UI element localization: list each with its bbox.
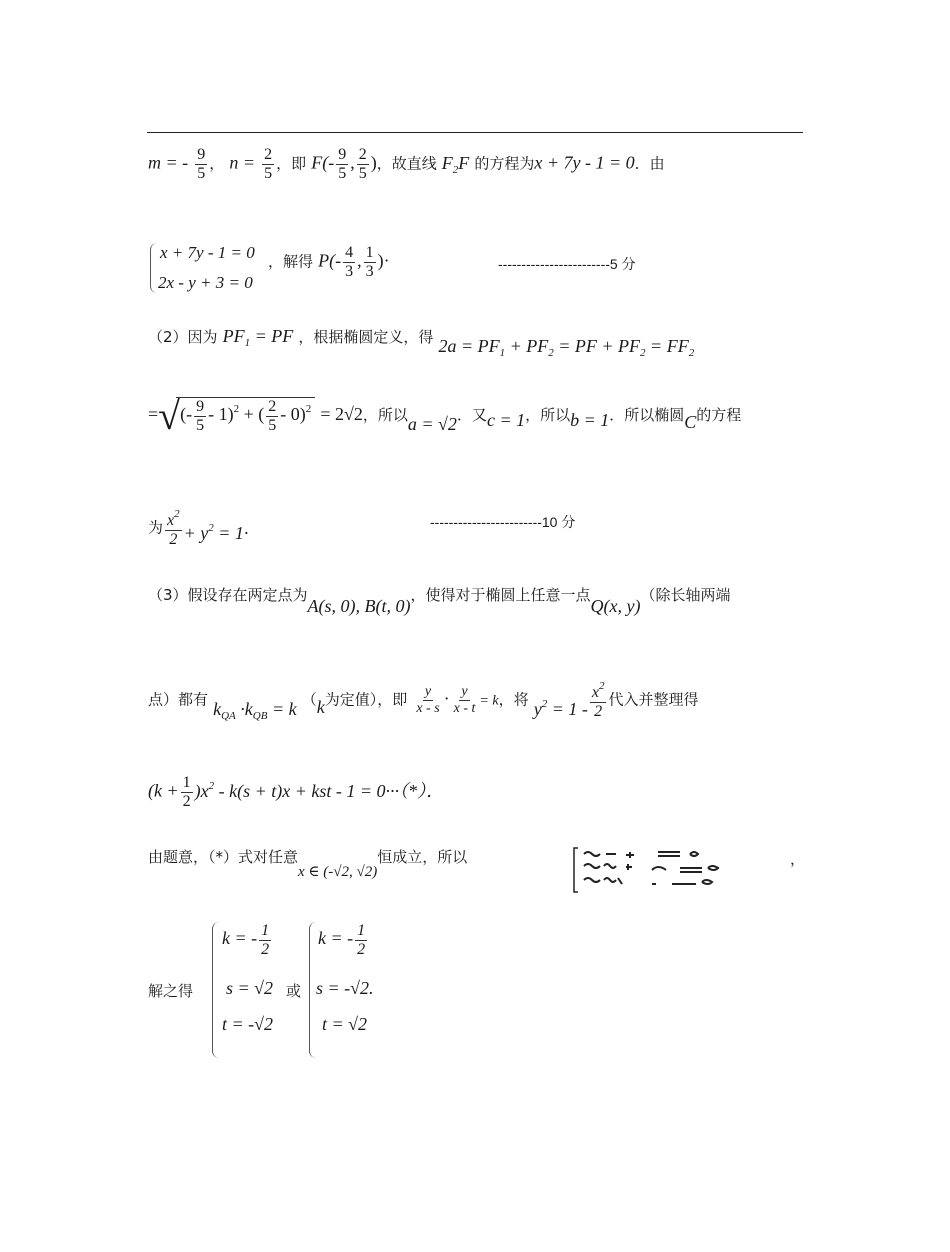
n-equation: n = [229,152,255,173]
point-Q: Q(x, y) [590,596,641,616]
fraction: $\frac{1}{2}$ [261,922,270,958]
sol1-s: s = √2 [226,978,274,998]
fraction: $\frac{y}{x - s}$ [416,684,440,716]
ellipse-equation: + $y^2 = 1\cdot$ [183,521,249,543]
fraction: $\frac{2}{5}$ [264,146,273,182]
line-F2F: $F_2F$ [441,152,470,176]
fraction: $\frac{1}{3}$ [365,244,374,280]
part-2-label: （2）因为 [148,328,218,346]
sqrt-radicand: (- $\frac{9}{5}$ - 1)$^2$ + ( $\frac{2}{5}$ - 0)$^2$ [176,397,315,434]
system-eq-2: 2x - y + 3 = 0 [158,273,253,292]
sol2-k: k = - $\frac{1}{2}$ [318,922,366,958]
fraction: $\frac{2}{5}$ [268,397,277,434]
garbled-system-image [572,846,782,894]
comma: ， [790,850,806,868]
sol2-s: s = -√2. [316,978,374,998]
a-value: a = √2 [407,414,457,434]
m-equation: m = - [148,152,189,173]
solution-brace-2 [309,922,316,1058]
solution-label: 解之得 [148,982,194,1000]
points-AB: A(s, 0), B(t, 0) [307,596,411,616]
slope-product: $k_{QA} \cdot k_{QB} = k$ [213,698,297,722]
fraction: $\frac{y}{x - t}$ [453,684,476,716]
quadratic-equation: )$x^2 - k(s + t)x$ + kst - 1 = 0···（*）． [194,779,445,801]
line-equation: x + 7y - 1 = 0 [534,152,635,173]
x-domain: x ∈ (-√2, √2) [298,864,378,880]
eq-2a: $2a = PF_1 + PF_2$ = PF + $PF_2 = FF_2$ [438,336,695,359]
sol1-k: k = - $\frac{1}{2}$ [222,922,270,958]
score-10: ------------------------10 分 [430,514,576,530]
or-text: 或 [286,982,302,1000]
fraction: $\frac{x^2}{2}$ [167,508,180,548]
line-6: （3）假设存在两定点为A(s, 0), B(t, 0)，使得对于椭圆上任意一点Q(x, y)（除长轴两端 [148,586,731,616]
sqrt-result: = 2√2 [320,404,363,424]
system-brace [150,243,157,293]
line-4: =√(- $\frac{9}{5}$ - 1)$^2$ + ( $\frac{2}{5}$ - 0)$^2$ = 2√2，所以a = √2．又c = 1，所以b = 1．所以椭圆C的方程 [148,393,742,438]
line-5: 为 $\frac{x^2}{2}$ + $y^2 = 1\cdot$ [148,508,249,548]
line-8: (k + $\frac{1}{2}$ )$x^2 - k(s + t)x$ + kst - 1 = 0···（*）． [148,774,445,810]
part-3-label: （3）假设存在两定点为 [148,586,308,604]
ellipse-C: C [684,412,697,432]
system-eq-1: x + 7y - 1 = 0 [160,243,255,262]
y-squared: $y^2 = 1$ - [533,697,588,719]
fraction: $\frac{1}{2}$ [182,774,191,810]
point-F: F(- [311,152,335,173]
fraction: $\frac{9}{5}$ [196,397,205,434]
line-3: （2）因为 $PF_1$ = PF ，根据椭圆定义，得 $2a = PF_1 + PF_2$ = PF + $PF_2 = FF_2$ [148,326,695,359]
line-2: ，解得 P(- $\frac{4}{3}$ , $\frac{1}{3}$ )· [268,244,390,280]
b-value: b = 1 [570,410,610,430]
sol1-t: t = -√2 [222,1014,274,1034]
fraction: $\frac{9}{5}$ [338,146,347,182]
score-5: ------------------------5 分 [498,256,636,272]
fraction: $\frac{4}{3}$ [345,244,354,280]
line-7: 点）都有 $k_{QA} \cdot k_{QB} = k$ （k为定值），即 $\frac{y}{x - s}$ · $\frac{y}{x - t}$ = k，将 $y^2 = 1$ - $\frac{x^2}{2}$ 代入并整理得 [148,680,699,722]
sqrt-sign: √ [158,393,181,438]
fraction: $\frac{2}{5}$ [358,146,367,182]
garbled-system-graphic [572,846,782,894]
line-9: 由题意，（*）式对任意x ∈ (-√2, √2)恒成立，所以 [148,848,468,880]
c-value: c = 1 [486,410,526,430]
fraction: $\frac{1}{2}$ [357,922,366,958]
header-rule [147,132,803,133]
eq-PF1: $PF_1$ = PF [222,326,294,349]
solution-brace-1 [212,922,219,1058]
point-P: P(- [318,250,342,271]
line-1: m = - $\frac{9}{5}$ ， n = $\frac{2}{5}$ ，即 F(- $\frac{9}{5}$ , $\frac{2}{5}$ )，故直线 $F_2F$ 的方程为x + 7y - 1 = 0．由 [148,146,665,182]
fraction: $\frac{9}{5}$ [197,146,206,182]
sol2-t: t = √2 [322,1014,368,1034]
fraction: $\frac{x^2}{2}$ [591,680,605,720]
